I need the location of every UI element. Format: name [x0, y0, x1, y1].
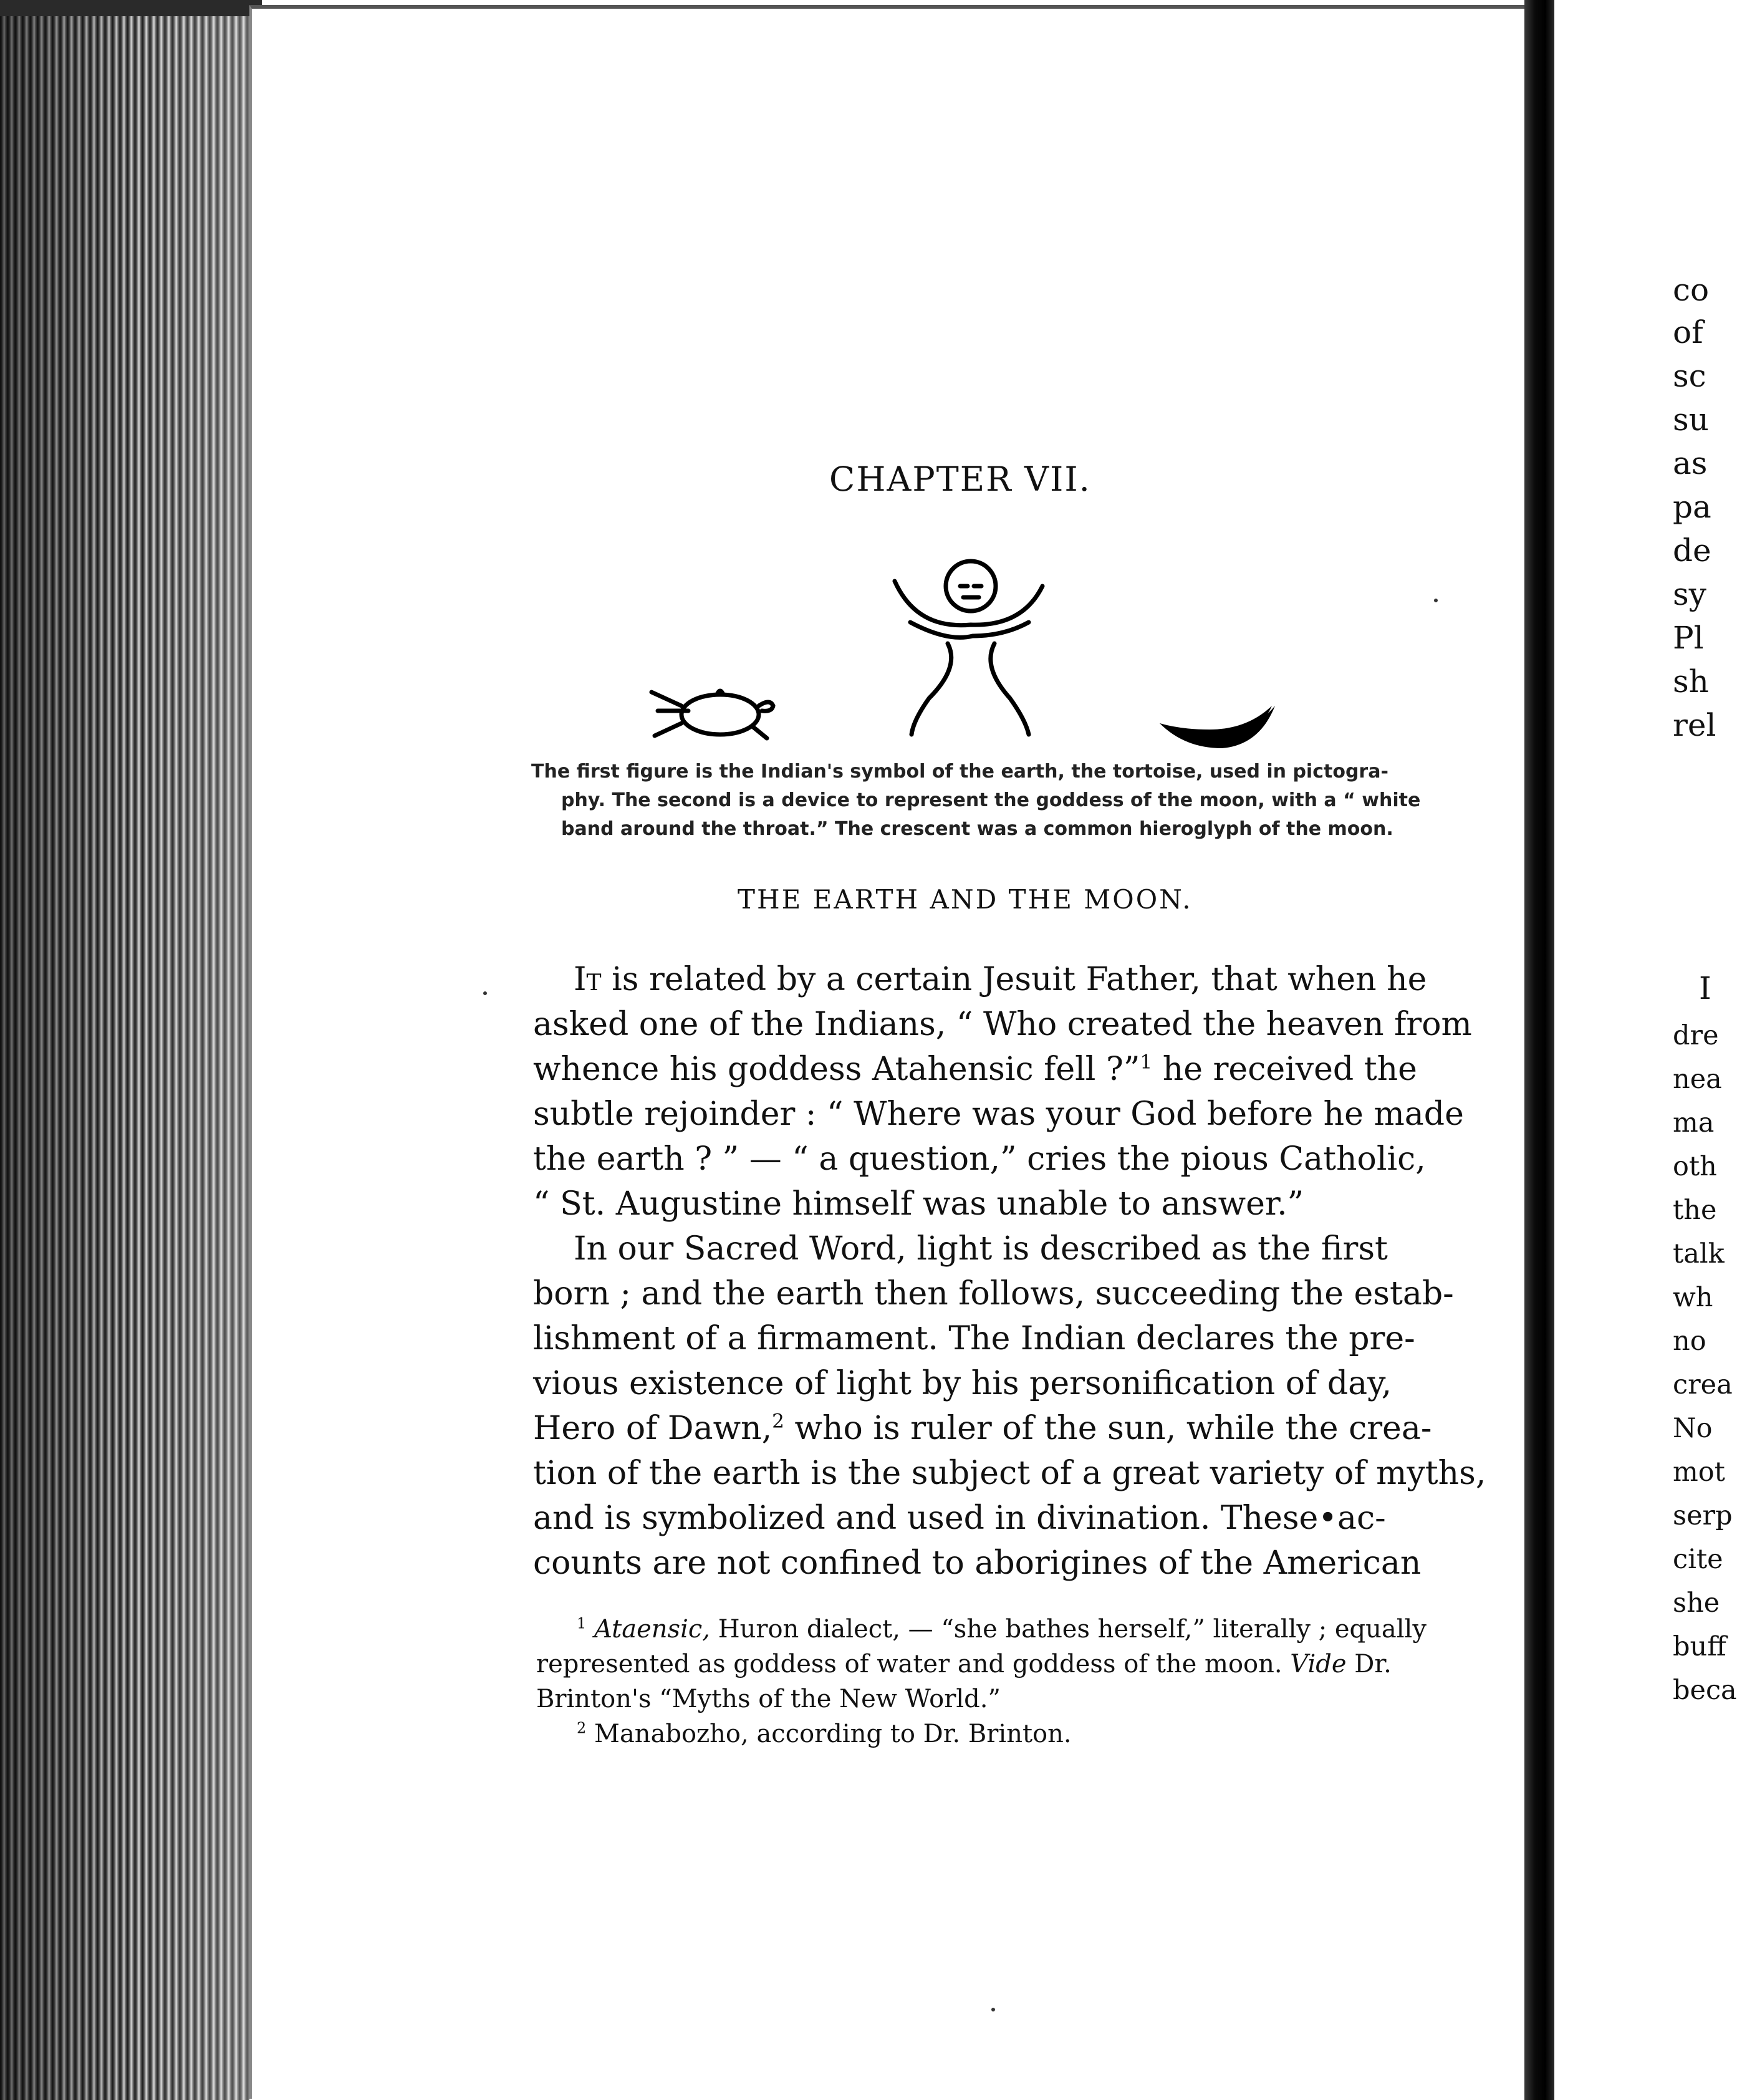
text-line: subtle rejoinder : “ Where was your God before he made: [533, 1096, 1464, 1133]
right-page-line: crea: [1673, 1369, 1733, 1400]
section-title: THE EARTH AND THE MOON.: [738, 884, 1193, 915]
footnote-text: Manabozho, according to Dr. Brinton.: [586, 1720, 1072, 1748]
right-page-line: oth: [1673, 1151, 1717, 1182]
right-page-line: rel: [1673, 707, 1716, 743]
footnote-text: Dr.: [1346, 1650, 1392, 1679]
footnote-text: represented as goddess of water and goddess of the moon.: [536, 1650, 1291, 1679]
right-page-line: pa: [1673, 489, 1711, 525]
figure-icon: [895, 561, 1042, 735]
text-line: is related by a certain Jesuit Father, that when he: [601, 961, 1427, 998]
right-page-line: sc: [1673, 358, 1706, 394]
speck: [1434, 599, 1438, 602]
right-page-line: buff: [1673, 1631, 1726, 1662]
right-page-line: sh: [1673, 663, 1709, 700]
body-text: [533, 957, 1486, 1586]
footnote-text: Huron dialect, — “she bathes herself,” literally ; equally: [710, 1615, 1427, 1644]
text-line: In our Sacred Word, light is described as the first: [574, 1230, 1388, 1268]
right-page-line: wh: [1673, 1282, 1713, 1313]
footnote-ref: 2: [772, 1410, 784, 1433]
speck: [991, 2008, 995, 2011]
footnote-1: [536, 1612, 1427, 1647]
text-line: counts are not confined to aborigines of the American: [533, 1544, 1422, 1582]
figure-caption: [531, 758, 1421, 844]
text-line: [533, 1047, 1417, 1092]
paragraph-1: [533, 957, 1472, 1226]
caption-line: band around the throat.” The crescent was a common hieroglyph of the moon.: [561, 818, 1393, 840]
text-line: he received the: [1152, 1051, 1417, 1088]
right-page-line: the: [1673, 1195, 1717, 1226]
footnote-1-line-2: [536, 1647, 1415, 1682]
page-edges-top: [0, 0, 262, 16]
right-page-line: dre: [1673, 1020, 1719, 1051]
footnote-ref: 1: [1140, 1051, 1153, 1074]
text-line: who is ruler of the sun, while the crea-: [784, 1410, 1432, 1447]
right-page-line: su: [1673, 402, 1709, 438]
footnote-vide: Vide: [1290, 1650, 1347, 1679]
tortoise-icon: [652, 691, 773, 738]
footnote-1-line-3: Brinton's “Myths of the New World.”: [536, 1685, 1001, 1713]
text-line: [533, 1406, 1432, 1451]
crescent-icon: [1160, 706, 1275, 748]
caption-line: phy. The second is a device to represent the goddess of the moon, with a “ white: [561, 789, 1421, 811]
text-line: asked one of the Indians, “ Who created the heaven from: [533, 1006, 1472, 1043]
text-line: “ St. Augustine himself was unable to answer.”: [533, 1185, 1304, 1223]
text-line: whence his goddess Atahensic fell ?”: [533, 1051, 1140, 1088]
right-page-line: she: [1673, 1587, 1720, 1619]
footnote-term: Ataensic,: [594, 1615, 710, 1644]
chapter-title: CHAPTER VII.: [829, 460, 1091, 499]
text-line: Hero of Dawn,: [533, 1410, 772, 1447]
right-page-line: no: [1673, 1326, 1706, 1357]
text-line: lishment of a firmament. The Indian declares the pre-: [533, 1320, 1415, 1357]
paragraph-2: [533, 1226, 1486, 1586]
right-page-line: cite: [1673, 1544, 1723, 1575]
right-page-line: I: [1699, 970, 1711, 1006]
footnote-mark: 1: [577, 1614, 587, 1632]
right-page-line: mot: [1673, 1457, 1725, 1488]
right-page-line: serp: [1673, 1500, 1733, 1531]
footnote-2: [536, 1717, 1415, 1751]
caption-line: The first figure is the Indian's symbol of the earth, the tortoise, used in pictogra-: [531, 761, 1388, 783]
footnotes: [536, 1612, 1427, 1751]
right-page: [1554, 0, 1737, 2100]
right-page-line: co: [1673, 272, 1710, 308]
text-line: born ; and the earth then follows, succeeding the estab-: [533, 1275, 1454, 1312]
text-line: vious existence of light by his personification of day,: [533, 1365, 1392, 1402]
text-line: and is symbolized and used in divination. These•ac-: [533, 1500, 1386, 1537]
right-page-line: ma: [1673, 1107, 1715, 1139]
right-page-line: de: [1673, 532, 1711, 569]
text-line: the earth ? ” — “ a question,” cries the pious Catholic,: [533, 1140, 1426, 1178]
page-edges: [0, 0, 249, 2100]
right-page-line: Pl: [1673, 620, 1704, 656]
right-page-line: sy: [1673, 576, 1706, 612]
right-page-line: as: [1673, 445, 1708, 481]
figures: [623, 542, 1309, 742]
dropcap: It: [574, 961, 602, 998]
right-page-line: beca: [1673, 1675, 1737, 1706]
text-line: [533, 957, 1427, 1002]
speck: [483, 991, 487, 995]
book-spine: [1524, 0, 1554, 2100]
right-page-line: talk: [1673, 1238, 1725, 1269]
right-page-line: nea: [1673, 1064, 1722, 1095]
footnote-mark: 2: [577, 1719, 587, 1737]
text-line: tion of the earth is the subject of a great variety of myths,: [533, 1455, 1486, 1492]
right-page-line: of: [1673, 314, 1703, 350]
right-page-line: No: [1673, 1413, 1713, 1444]
